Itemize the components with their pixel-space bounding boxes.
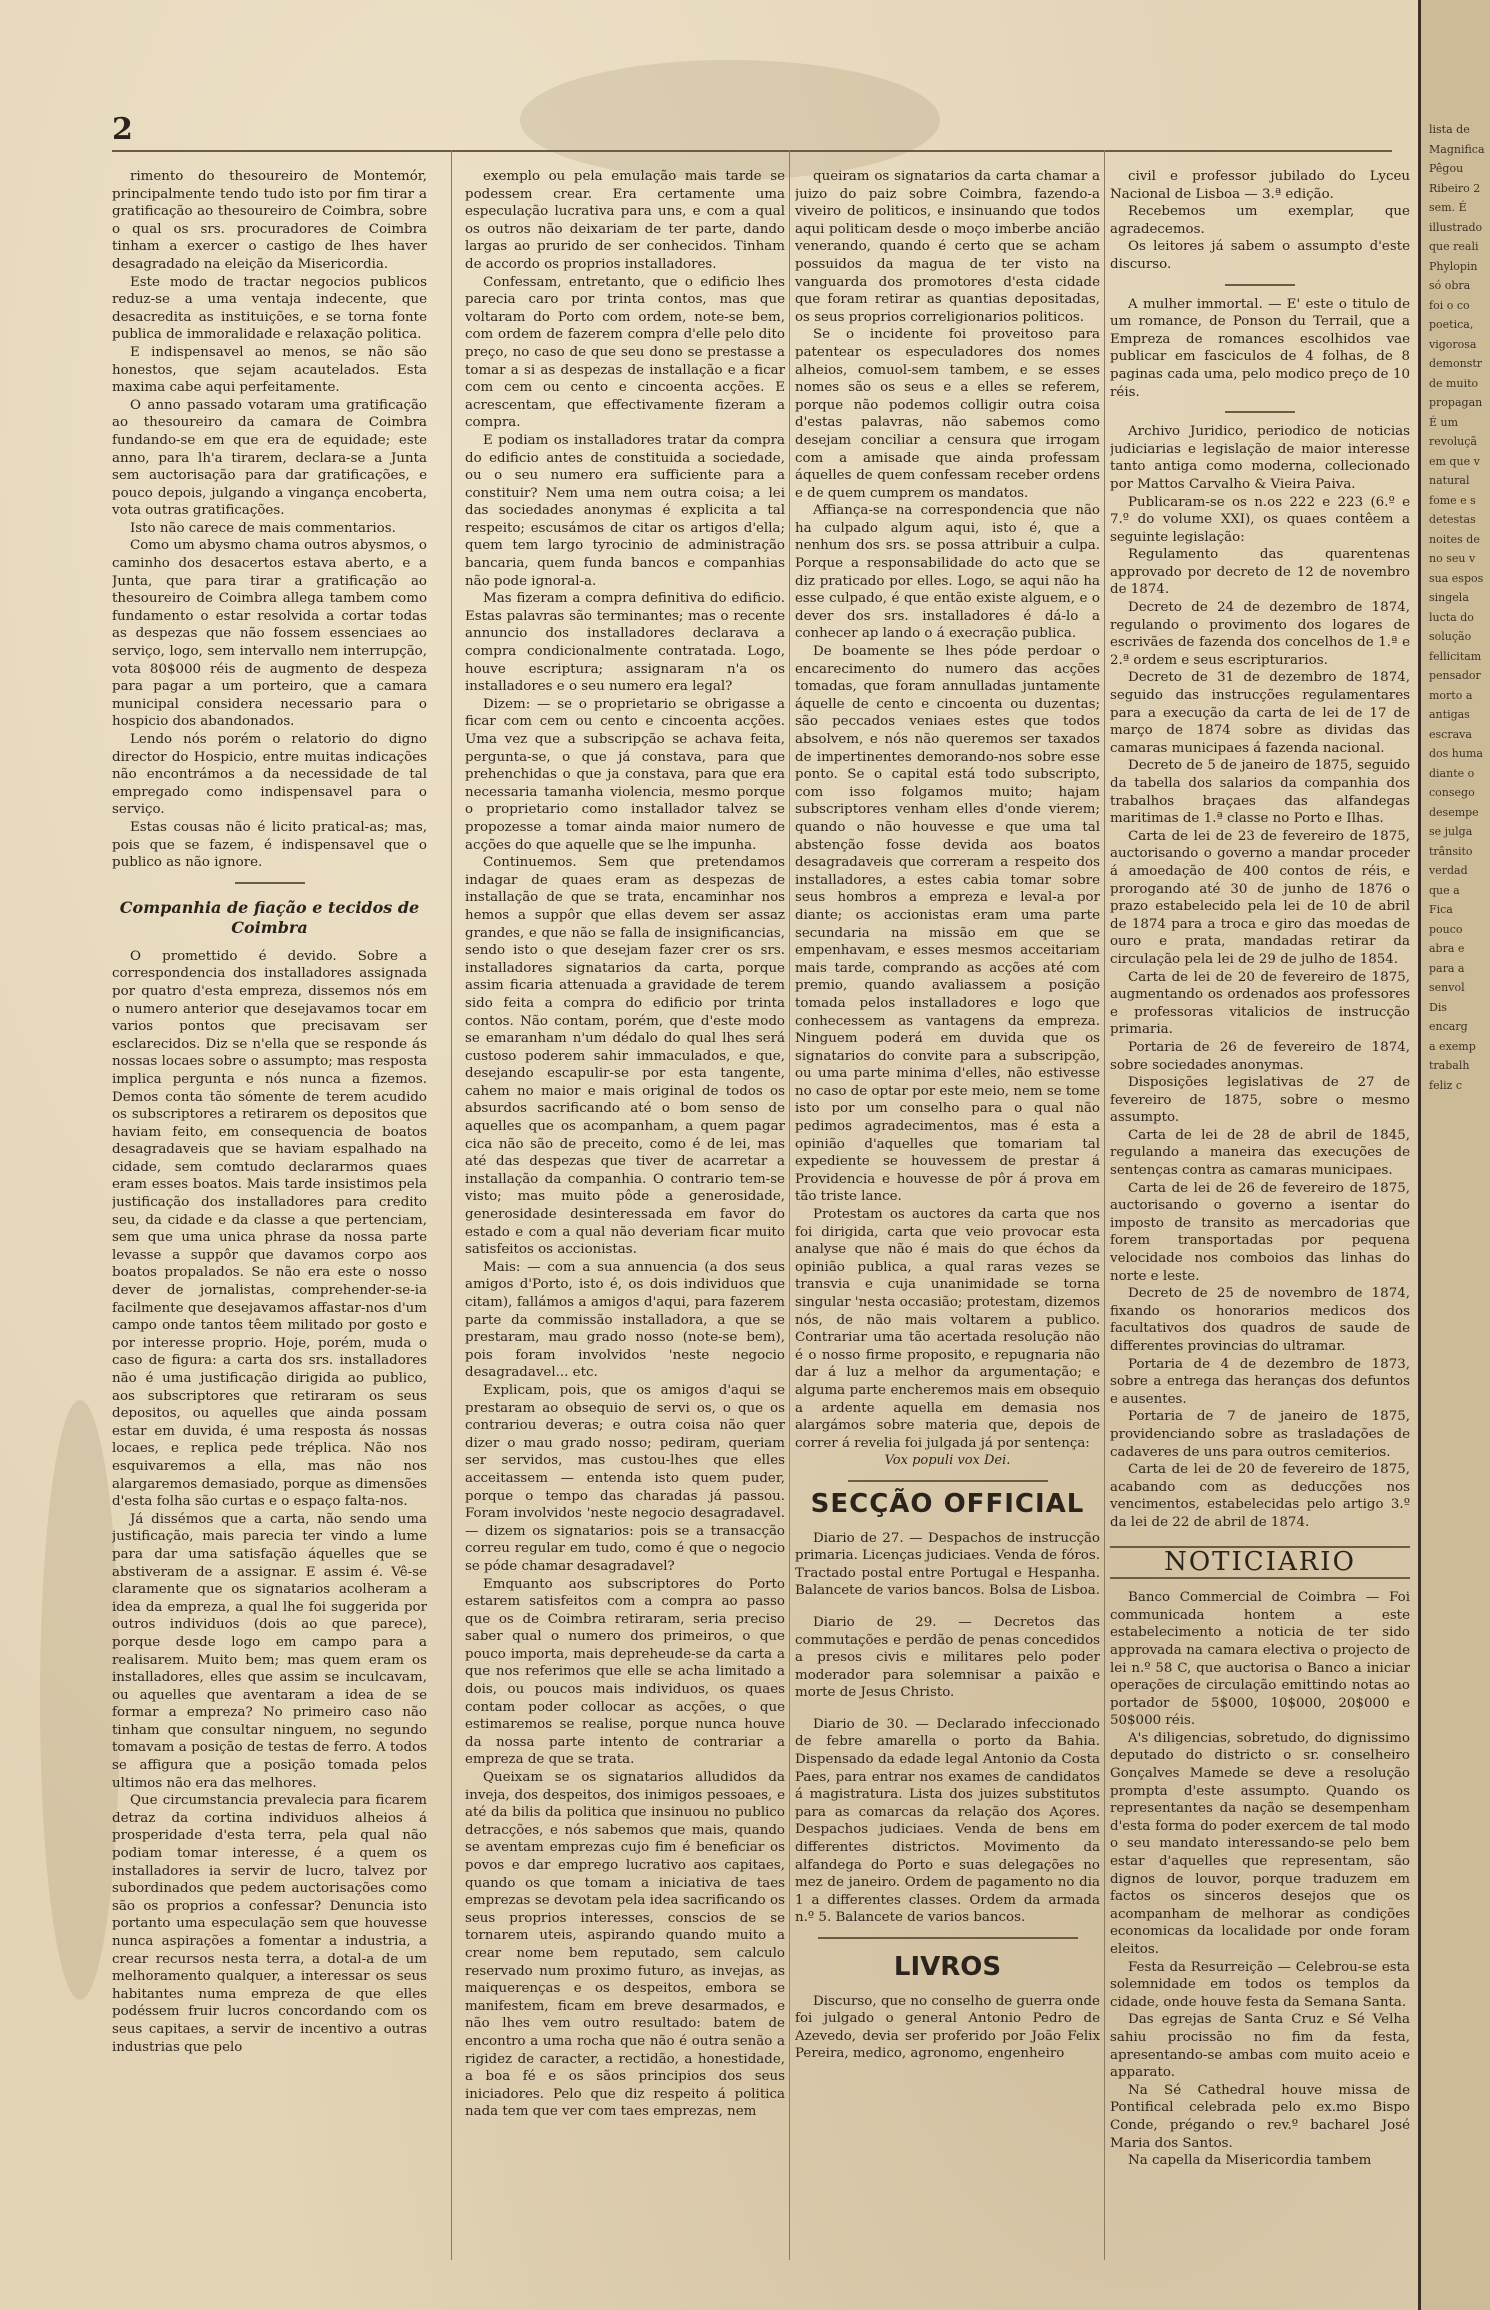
- paragraph: E indispensavel ao menos, se não são honestos, que sejam acautelados. Esta maxima cabe aqui perfeitamente.: [112, 344, 427, 396]
- paragraph: Os leitores já sabem o assumpto d'este discurso.: [1110, 239, 1410, 272]
- page-number: 2: [112, 112, 133, 147]
- paragraph: Decreto de 25 de novembro de 1874, fixando os honorarios medicos dos facultativos dos quadros de saude de differentes provincias do ultramar.: [1110, 1286, 1410, 1354]
- paragraph: Dizem: — se o proprietario se obrigasse a ficar com cem ou cento e cincoenta acções. Uma vez que a subscripção se achava feita, pergunta-se, o que já constava, para que prehenchidas o que ja constava, para que era necessaria tamanha violencia, mesmo porque o proprietario como installador talvez se propozesse a tomar ainda maior numero de acções do que aquelle que se lhe impunha.: [465, 696, 785, 853]
- official-entry: Diario de 30. — Declarado infeccionado de febre amarella o porto da Bahia. Dispensado da edade legal Antonio da Costa Paes, para entrar nos exames de candidatos á magistratura. Lista dos juizes substitutos para as comarcas da relação dos Açores. Despachos judiciaes. Venda de bens em differentes districtos. Movimento da alfandega do Porto e suas delegações no mez de janeiro. Ordem de pagamento no dia 1 a differentes classes. Ordem da armada n.º 5. Balancete de varios bancos.: [795, 1716, 1100, 1926]
- paragraph: Como um abysmo chama outros abysmos, o caminho dos desacertos estava aberto, e a Junta, que para tirar a gratificação ao thesoureiro de Coimbra allega tambem como fundamento o estar resolvida a cortar todas as despezas que não fossem essenciaes ao serviço, logo, sem intervallo nem interrupção, vota 80$000 réis de augmento de despeza para pagar a um porteiro, que a camara municipal considera necessario para o hospicio dos abandonados.: [112, 538, 427, 730]
- paragraph: Carta de lei de 20 de fevereiro de 1875, acabando com as deducções nos vencimentos, estabelecidas pelo artigo 3.º da lei de 22 de abril de 1874.: [1110, 1462, 1410, 1530]
- paragraph: Recebemos um exemplar, que agradecemos.: [1110, 204, 1410, 237]
- paragraph: civil e professor jubilado do Lyceu Nacional de Lisboa — 3.ª edição.: [1110, 169, 1410, 202]
- paragraph: Affiança-se na correspondencia que não ha culpado algum aqui, isto é, que a nenhum dos srs. se possa attribuir a culpa. Porque a responsabilidade do acto que se diz praticado por elles. Logo, se aqui não ha esse culpado, é que então existe alguem, e o dever dos srs. installadores é dá-lo a conhecer ap lando o á execração publica.: [795, 503, 1100, 642]
- paragraph: De boamente se lhes póde perdoar o encarecimento do numero das acções tomadas, que foram annulladas juntamente áquelle de cento e cincoenta ou duzentas; são peccados veniaes estes que todos absolvem, e nós não queremos ser taxados de impertinentes demorando-nos sobre esse ponto. Se o capital está todo subscripto, com isso folgamos muito; hajam subscriptores venham elles d'onde vierem; quando o não houvesse e que uma tal abstenção fosse devida aos boatos desagradaveis que correram a respeito dos installadores, a estes cabia tomar sobre seus hombros a empreza e leval-a por diante; os accionistas eram uma parte secundaria na missão em que se empenhavam, e esses mesmos acceitariam mais tarde, comprando as acções até com premio, quando avaliassem a posição tomada pelos installadores e logo que conhecessem as vantagens da empreza. Ninguem poderá em duvida que os signatarios do convite para a subscripção, ou uma parte minima d'elles, não estivesse no caso de optar por este meio, nem se tome isto por um conselho para o qual não pedimos agradecimentos, mas é esta a opinião d'aquelles que tomariam tal expediente se houvessem de prestar á Providencia e houvesse de pôr á prova em tão triste lance.: [795, 644, 1100, 1205]
- section-rule: [818, 1937, 1078, 1939]
- section-rule: [848, 1480, 1048, 1482]
- column-3: [795, 168, 1100, 2268]
- paragraph: Discurso, que no conselho de guerra onde foi julgado o general Antonio Pedro de Azevedo, devia ser proferido por João Felix Pereira, medico, agronomo, engenheiro: [795, 1993, 1100, 2062]
- paragraph: rimento do thesoureiro de Montemór, principalmente tendo tudo isto por fim tirar a gratificação ao thesoureiro de Coimbra, sobre o qual os srs. procuradores de Coimbra tinham a exercer o castigo de lhes haver desagradado na eleição da Misericordia.: [112, 169, 427, 272]
- paragraph: E podiam os installadores tratar da compra do edificio antes de constituida a sociedade, ou o seu numero era sufficiente para a constituir? Nem uma nem outra coisa; a lei das sociedades anonymas é explicita a tal respeito; escusámos de citar os artigos d'ella; quem tem largo tyrocinio de administração bancaria, quem funda bancos e companhias não pode ignoral-a.: [465, 432, 785, 589]
- paragraph: Estas cousas não é licito pratical-as; mas, pois que se fazem, é indispensavel que o publico as não ignore.: [112, 819, 427, 871]
- paragraph: O promettido é devido. Sobre a correspondencia dos installadores assignada por quatro d'esta empreza, dissemos nós em o numero anterior que desejavamos tocar em varios pontos que precisavam ser esclarecidos. Diz se n'ella que se responde ás nossas locaes sobre o assumpto; mas resposta implica pergunta e nós nunca a fizemos. Demos conta tão sómente de terem acudido os subscriptores a retirarem os depositos que haviam feito, em consequencia de boatos desagradaveis que se haviam espalhado na cidade, sem comtudo declararmos quaes eram esses boatos. Mais tarde insistimos pela justificação dos installadores para credito seu, da cidade e da classe a que pertenciam, sem que uma unica phrase da nossa parte levasse a suppôr que davamos corpo aos boatos propalados. Se não era este o nosso dever de jornalistas, comprehender-se-ia facilmente que desejavamos affastar-nos d'um campo onde tantos têem militado por gosto e por interesse proprio. Hoje, porém, muda o caso de figura: a carta dos srs. installadores não é uma justificação dirigida ao publico, aos subscriptores que retiraram os seus depositos, ou aquelles que ainda possam estar em duvida, é uma resposta ás nossas locaes, e replica pede tréplica. Não nos esquivaremos a ella, mas não nos alargaremos demasiado, porque as dimensões d'esta folha são curtas e o espaço falta-nos.: [112, 948, 427, 1510]
- paragraph: Carta de lei de 26 de fevereiro de 1875, auctorisando o governo a isentar do imposto de transito as mercadorias que forem transportadas por pequena velocidade nos comboios das linhas do norte e leste.: [1110, 1180, 1410, 1284]
- news-item: Na capella da Misericordia tambem: [1128, 2153, 1372, 2169]
- paragraph: Decreto de 31 de dezembro de 1874, seguido das instrucções regulamentares para a execução da carta de lei de 17 de março de 1874 sobre as dividas das camaras municipaes á fazenda nacional.: [1110, 670, 1410, 756]
- official-entry: Diario de 29. — Decretos das commutações e perdão de penas concedidos a presos civis e militares pelo poder moderador para solemnisar a paixão e morte de Jesus Christo.: [795, 1614, 1100, 1701]
- column-2: [465, 168, 785, 2268]
- paragraph: exemplo ou pela emulação mais tarde se podessem crear. Era certamente uma especulação lucrativa para uns, e com a qual os outros não deixariam de ter parte, dando largas ao prurido de ser conhecidos. Tinham de accordo os proprios installadores.: [465, 169, 785, 272]
- column-4: [1110, 168, 1410, 2268]
- adjacent-page-edge: [1418, 0, 1490, 2310]
- paragraph: Carta de lei de 23 de fevereiro de 1875, auctorisando o governo a mandar proceder á amoedação de 400 contos de réis, e prorogando até 30 de junho de 1876 o prazo estabelecido pela lei de 10 de abril de 1874 para a troca e giro das moedas de ouro e prata, mandadas retirar da circulação pela lei de 29 de julho de 1854.: [1110, 828, 1410, 967]
- paragraph: A mulher immortal. — E' este o titulo de um romance, de Ponson du Terrail, que a Empreza de romances escolhidos vae publicar em fasciculos de 4 folhas, de 8 paginas cada uma, pelo modico preço de 10 réis.: [1110, 296, 1410, 400]
- paper-stain: [40, 1400, 120, 2000]
- paragraph: Disposições legislativas de 27 de fevereiro de 1875, sobre o mesmo assumpto.: [1110, 1075, 1410, 1126]
- news-item: Festa da Resurreição — Celebrou-se esta solemnidade em todos os templos da cidade, onde houve festa da Semana Santa.: [1110, 1959, 1410, 2010]
- paragraph: Confessam, entretanto, que o edificio lhes parecia caro por trinta contos, mas que voltaram do Porto com ordem, note-se bem, com ordem de fazerem compra d'elle pelo dito preço, no caso de que seu dono se prestasse a tomar a si as despezas de installação e a ficar com cem ou cento e cincoenta acções. E acrescentam, que effectivamente fizeram a compra.: [465, 274, 785, 431]
- paragraph: Protestam os auctores da carta que nos foi dirigida, carta que veio provocar esta analyse que não é mais do que échos da opinião publica, a qual raras vezes se transvia e cuja unanimidade se torna singular 'nesta occasião; protestam, dizemos nós, de não mais voltarem a publico. Contrariar uma tão acertada resolução não é o nosso firme proposito, e repugnaria não dar á luz a melhor da argumentação; e alguma parte encheremos mais em obsequio a ardente aquella em demasia nos alargámos sobre materia que, depois de correr á revelia foi julgada já por sentença:: [795, 1207, 1100, 1451]
- paragraph: Queixam se os signatarios alludidos da inveja, dos despeitos, dos inimigos pessoaes, e até da bilis da politica que insinuou no publico detracções, e nós sabemos que mais, quando se aventam emprezas cujo fim é beneficiar os povos e dar emprego lucrativo aos capitaes, quando os que tomam a iniciativa de taes emprezas se devotam pela idea sacrificando os seus proprios interesses, conscios de se tornarem uteis, aspirando quando muito a crear nome bem reputado, sem calculo reservado num proximo futuro, as invejas, as maiquerenças e os despeitos, embora se manifestem, ficam em breve desarmados, e não lhes vem outro resultado: batem de encontro a uma rocha que não é outra senão a rigidez de caracter, a rectidão, a honestidade, a boa fé e os sãos principios dos seus iniciadores. Pelo que diz respeito á politica nada tem que ver com taes emprezas, nem: [465, 1770, 785, 2120]
- paragraph: Portaria de 7 de janeiro de 1875, providenciando sobre as trasladações de cadaveres de uns para outros cemiterios.: [1110, 1409, 1410, 1460]
- closing-quote: Vox populi vox Dei.: [884, 1453, 1011, 1469]
- paragraph: Este modo de tractar negocios publicos reduz-se a uma ventaja indecente, que desacredita as instituições, e se torna fonte publica de immoralidade e relaxação politica.: [112, 274, 427, 343]
- section-rule: [235, 882, 305, 884]
- article-heading: Companhia de fiação e tecidos de Coimbra: [119, 897, 420, 937]
- column-1: [112, 168, 427, 2268]
- paragraph: Explicam, pois, que os amigos d'aqui se prestaram ao obsequio de servi os, o que os contrariou deveras; e outra coisa não quer dizer o mau grado nosso; pediram, queriam ser servidos, mas custou-lhes que elles acceitassem — entenda isto quem puder, porque o tempo das charadas já passou. Foram involvidos 'neste negocio desagradavel. — dizem os signatarios: pois se a transacção correu regular em tudo, como é que o negocio se póde chamar desagradavel?: [465, 1382, 785, 1574]
- paragraph: Carta de lei de 28 de abril de 1845, regulando a maneira das execuções de sentenças contra as camaras municipaes.: [1110, 1127, 1410, 1179]
- paragraph: Portaria de 26 de fevereiro de 1874, sobre sociedades anonymas.: [1110, 1039, 1410, 1073]
- section-rule: [1225, 411, 1295, 413]
- news-item: A's diligencias, sobretudo, do dignissimo deputado do districto o sr. conselheiro Gonçalves Mamede se deve a resolução prompta d'este assumpto. Quando os representantes da nação se desempenham d'esta forma do poder exercem de tal modo o seu mandato interessando-se pelo bem estar d'aquelles que representam, são dignos de louvor, porque traduzem em factos os sinceros desejos que os acompanham de melhorar as condições economicas da localidade por onde foram eleitos.: [1110, 1730, 1410, 1957]
- paragraph: Portaria de 4 de dezembro de 1873, sobre a entrega das heranças dos defuntos e ausentes.: [1110, 1356, 1410, 1407]
- paragraph: Continuemos. Sem que pretendamos indagar de quaes eram as despezas de installação de que se trata, encaminhar nos hemos a suppôr que ellas devem ser assaz grandes, e que não se falla de insignificancias, sendo isto o que desejam fazer crer os srs. installadores signatarios da carta, porque assim ficaria attenuada a gravidade de terem sido feita a compra do edificio por trinta contos. Não contam, porém, que d'este modo se emaranham n'um dédalo do qual lhes será custoso poderem sahir immaculados, e que, desejando escapulir-se por esta tangente, cahem no maior e mais original de todos os absurdos sacrificando até o bom senso de aquelles que os acompanham, a quem pagar cica não são de preceito, como é de lei, mas até das despezas que tiver de acarretar a installação da companhia. O contrario tem-se visto; mas muito pôde a generosidade, generosidade desinteressada em favor do estado e com a qual não deveriam ficar muito satisfeitos os accionistas.: [465, 855, 785, 1258]
- paragraph: Carta de lei de 20 de fevereiro de 1875, augmentando os ordenados aos professores e professoras vitalicios de instrucção primaria.: [1110, 969, 1410, 1038]
- column-divider: [451, 150, 452, 2260]
- section-heading-noticiario: NOTICIARIO: [1110, 1546, 1410, 1580]
- section-rule: [1225, 284, 1295, 286]
- paragraph: Mas fizeram a compra definitiva do edificio. Estas palavras são terminantes; mas o recente annuncio dos installadores declarava a compra condicionalmente contratada. Logo, houve escriptura; assignaram n'a os installadores e o seu numero era legal?: [465, 591, 785, 695]
- section-heading-livros: LIVROS: [893, 1952, 1002, 1982]
- adjacent-page-text: lista de Magnifica Pêgou Ribeiro 2 sem. É illustrado que reali Phylopin só obra foi o co poetica, vigorosa demonstr de muito propagan É um revoluçã em que v natural fome e s detestas noites de no seu v sua espos singela lucta do solução fellicitam pensador morto a antigas escrava dos huma diante o consego desempe se julga trânsito verdad que a Fica pouco abra e para a senvol Dis encarg a exemp trabalh feliz c: [1429, 123, 1485, 1092]
- paragraph: Regulamento das quarentenas approvado por decreto de 12 de novembro de 1874.: [1110, 547, 1410, 598]
- paper-stain: [520, 60, 940, 180]
- paragraph: Emquanto aos subscriptores do Porto estarem satisfeitos com a compra ao passo que os de Coimbra retiraram, seria preciso saber qual o numero dos primeiros, o que pouco importa, mais depreheude-se da carta a que nos referimos que elle se acha limitado a dois, ou poucos mais individuos, os quaes contam poder collocar as acções, o que estimaremos se realise, porque nunca houve da nossa parte intento de contrariar a empreza de que se trata.: [465, 1576, 785, 1768]
- paragraph: Mais: — com a sua annuencia (a dos seus amigos d'Porto, isto é, os dois individuos que citam), fallámos a amigos d'aqui, para fazerem parte da commissão installadora, a que se prestaram, mau grado nosso (note-se bem), pois foram involvidos 'neste negocio desagradavel... etc.: [465, 1259, 785, 1381]
- section-heading-official: SECÇÃO OFFICIAL: [810, 1488, 1085, 1519]
- news-item: Banco Commercial de Coimbra — Foi communicada hontem a este estabelecimento a noticia de ter sido approvada na camara electiva o projecto de lei n.º 58 C, que auctorisa o Banco a iniciar operações de circulação emittindo notas ao portador de 5$000, 10$000, 20$000 e 50$000 réis.: [1110, 1590, 1410, 1729]
- paragraph: Archivo Juridico, periodico de noticias judiciarias e legislação de maior interesse tanto antiga como moderna, collecionado por Mattos Carvalho & Vieira Paiva.: [1110, 424, 1410, 492]
- paragraph: Se o incidente foi proveitoso para patentear os especuladores dos nomes alheios, comuol-sem tambem, e se esses nomes são os seus e a elles se referem, porque não podemos colligir outra coisa d'estas palavras, não sabemos como desejam conciliar a censura que irrogam com a amisade que ainda professam áquelles de quem confessam receber ordens e de quem cumprem os mandatos.: [795, 327, 1100, 501]
- paragraph: Decreto de 24 de dezembro de 1874, regulando o provimento dos logares de escrivães de fazenda dos concelhos de 1.ª e 2.ª ordem e seus escripturarios.: [1110, 600, 1410, 668]
- paragraph: Já dissémos que a carta, não sendo uma justificação, mais parecia ter vindo a lume para dar uma satisfação áquelles que se abstiveram de a assignar. E assim é. Vê-se claramente que os signatarios acolheram a idea da empreza, a qual lhe foi suggerida por outros individuos (dois ao que parece), porque desde logo em campo para a realisarem. Muito bem; mas quem eram os installadores, elles que assim se inculcavam, ou aquelles que aventaram a idea de se formar a empreza? No primeiro caso não tinham que consultar ninguem, no segundo tomavam a posição de testas de ferro. A todos se affigura que a posição tomada pelos ultimos não era das melhores.: [112, 1511, 427, 1791]
- paragraph: O anno passado votaram uma gratificação ao thesoureiro da camara de Coimbra fundando-se em que era de equidade; este anno, para lh'a tirarem, declara-se a Junta sem auctorisação para dar gratificações, e pouco depois, julgando a vingança encoberta, vota outras gratificações.: [112, 397, 427, 519]
- paragraph: queiram os signatarios da carta chamar a juizo do paiz sobre Coimbra, fazendo-a viveiro de politicos, e insinuando que todos aqui politicam desde o moço imberbe ancião venerando, quando é certo que se acham possuidos da magua de ter visto na vanguarda dos promotores d'esta cidade que foram retirar as quantias depositadas, os seus proprios correligionarios politicos.: [795, 169, 1100, 325]
- paragraph: Publicaram-se os n.os 222 e 223 (6.º e 7.º do volume XXI), os quaes contêem a seguinte legislação:: [1110, 494, 1410, 545]
- official-entry: Diario de 27. — Despachos de instrucção primaria. Licenças judiciaes. Venda de fóros. Tractado postal entre Portugal e Hespanha. Balancete de varios bancos. Bolsa de Lisboa.: [795, 1530, 1100, 1599]
- column-divider: [789, 150, 790, 2260]
- paragraph: Decreto de 5 de janeiro de 1875, seguido da tabella dos salarios da companhia dos trabalhos braçaes das alfandegas maritimas de 1.ª classe no Porto e Ilhas.: [1110, 758, 1410, 827]
- news-item: Das egrejas de Santa Cruz e Sé Velha sahiu procissão no fim da festa, apresentando-se ambas com muito aceio e apparato.: [1110, 2012, 1410, 2081]
- column-divider: [1104, 150, 1105, 2260]
- news-item: Na Sé Cathedral houve missa de Pontifical celebrada pelo ex.mo Bispo Conde, prégando o rev.º bacharel José Maria dos Santos.: [1110, 2082, 1410, 2151]
- header-rule: [112, 150, 1392, 152]
- paragraph: Isto não carece de mais commentarios.: [130, 520, 396, 536]
- paragraph: Lendo nós porém o relatorio do digno director do Hospicio, entre muitas indicações não encontrámos a da necessidade de tal empregado como indispensavel para o serviço.: [112, 732, 427, 818]
- paragraph: Que circumstancia prevalecia para ficarem detraz da cortina individuos alheios á prosperidade d'esta terra, pela qual não podiam tomar interesse, é a quem os installadores ia servir de lucro, talvez por subordinados que pedem auctorisações como são os proprios a confessar? Denuncia isto portanto uma especulação sem que houvesse nunca aspirações a fomentar a industria, a crear recursos nesta terra, a dotal-a de um melhoramento qualquer, a interessar os seus habitantes numa empreza de que elles podéssem fruir lucros concordando com os seus capitaes, a servir de incentivo a outras industrias que pelo: [112, 1793, 427, 2055]
